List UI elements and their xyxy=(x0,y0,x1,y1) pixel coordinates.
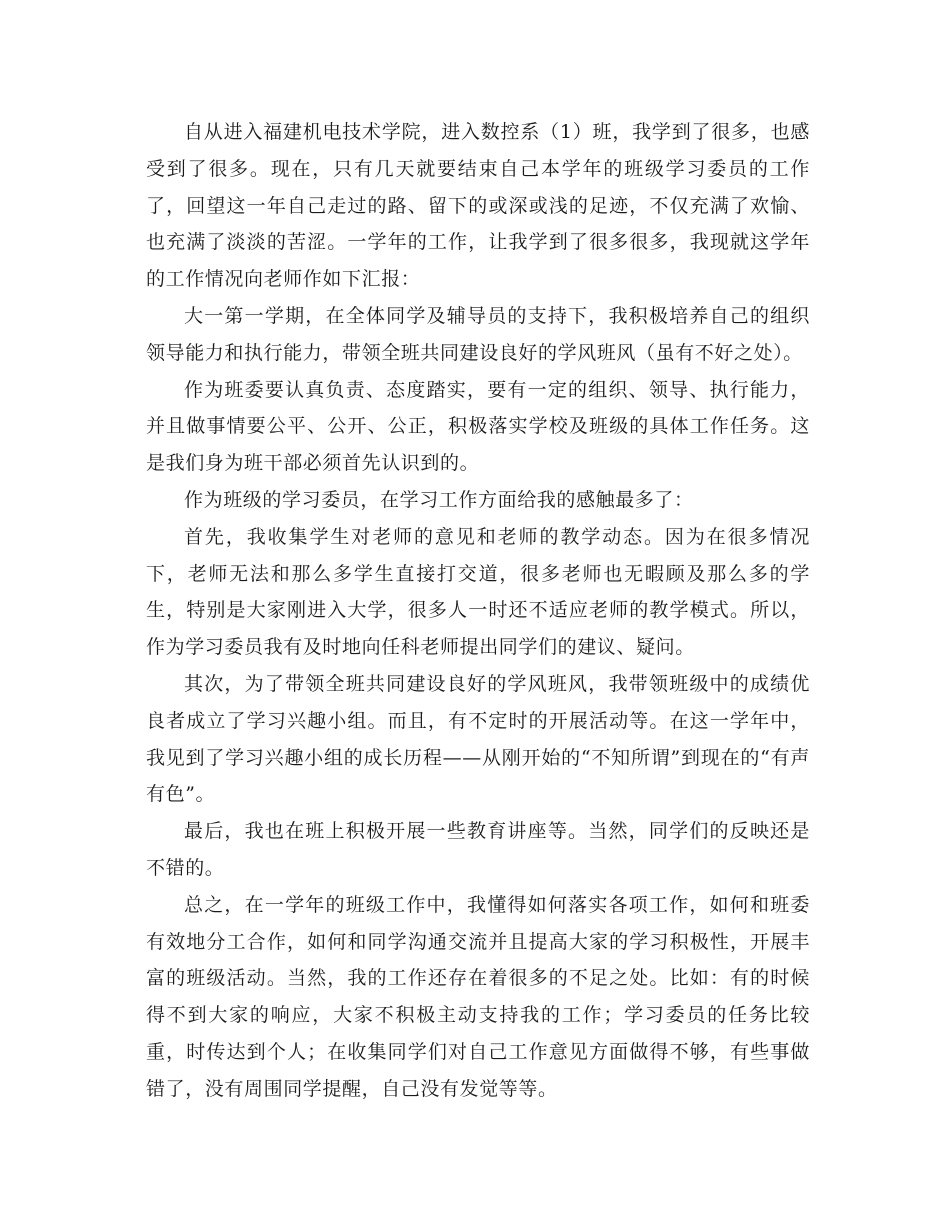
paragraph-intro: 自从进入福建机电技术学院，进入数控系（1）班，我学到了很多，也感受到了很多。现在，只有几天就要结束自己本学年的班级学习委员的工作了，回望这一年自己走过的路、留下的或深或浅的足迹，不仅充满了欢愉、也充满了淡淡的苦涩。一学年的工作，让我学到了很多很多，我现就这学年的工作情况向老师作如下汇报： xyxy=(146,121,810,291)
paragraph-first-point: 首先，我收集学生对老师的意见和老师的教学动态。因为在很多情况下，老师无法和那么多学生直接打交道，很多老师也无暇顾及那么多的学生，特别是大家刚进入大学，很多人一时还不适应老师的教学模式。所以，作为学习委员我有及时地向任科老师提出同学们的建议、疑问。 xyxy=(146,525,810,659)
paragraph-study-role: 作为班级的学习委员，在学习工作方面给我的感触最多了： xyxy=(184,488,694,511)
paragraph-second-point: 其次，为了带领全班共同建设良好的学风班风，我带领班级中的成绩优良者成立了学习兴趣小组。而且，有不定时的开展活动等。在这一学年中，我见到了学习兴趣小组的成长历程——从刚开始的“不知所谓”到现在的“有声有色”。 xyxy=(146,672,810,806)
document-body xyxy=(146,114,810,1108)
paragraph-committee-duty: 作为班委要认真负责、态度踏实，要有一定的组织、领导、执行能力，并且做事情要公平、公开、公正，积极落实学校及班级的具体工作任务。这是我们身为班干部必须首先认识到的。 xyxy=(146,378,810,475)
paragraph-summary: 总之，在一学年的班级工作中，我懂得如何落实各项工作，如何和班委有效地分工合作，如何和同学沟通交流并且提高大家的学习积极性，开展丰富的班级活动。当然，我的工作还存在着很多的不足之处。比如：有的时候得不到大家的响应，大家不积极主动支持我的工作；学习委员的任务比较重，时传达到个人；在收集同学们对自己工作意见方面做得不够，有些事做错了，没有周围同学提醒，自己没有发觉等等。 xyxy=(146,893,810,1100)
paragraph-first-semester: 大一第一学期，在全体同学及辅导员的支持下，我积极培养自己的组织领导能力和执行能力，带领全班共同建设良好的学风班风（虽有不好之处）。 xyxy=(146,304,810,364)
paragraph-last-point: 最后，我也在班上积极开展一些教育讲座等。当然，同学们的反映还是不错的。 xyxy=(146,820,810,879)
